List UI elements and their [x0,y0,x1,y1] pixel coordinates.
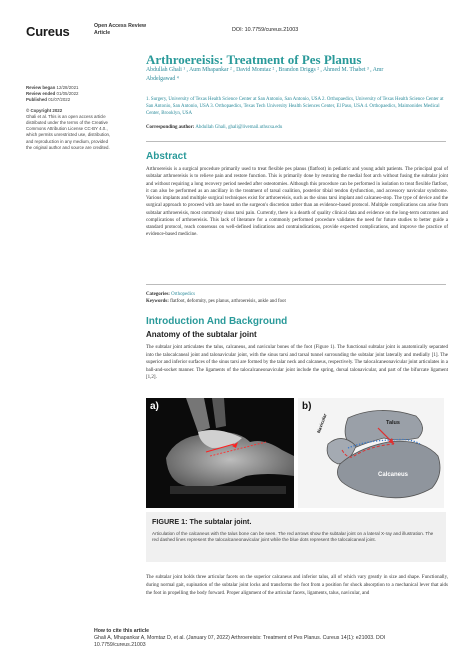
xray-panel [146,398,294,508]
corresponding-author: Corresponding author: Abdullah Ghali, ghali@livemail.uthscsa.edu [146,125,283,130]
license-line: which permits unrestricted use, distribution, [26,132,111,138]
copyright: © Copyright 2022 [26,107,63,113]
doi-header[interactable]: DOI: 10.7759/cureus.21003 [232,27,299,33]
authors-line[interactable]: Abdelgawad ⁴ [146,76,179,82]
talus-label: Talus [386,420,400,426]
article-type-label: Open Access Review [94,23,146,29]
navicular-label: Navicular [316,412,328,434]
article-type [94,23,146,37]
publication-sidebar [26,85,138,151]
divider [146,284,446,285]
categories-block: Categories: Orthopedics Keywords: flatfoot, deformity, pes planus, arthroereisis, ankle and foot [146,292,286,304]
journal-logo: Cureus [26,24,70,39]
caption-text: Articulation of the calcaneus with the talus bone can be seen. The red arrows show the subtalar joint on a lateral X-ray and illustration. The red dashed lines represent the talocalcaneonavicular joint while the blue dots represent the talocalcaneal joint. [152,531,434,543]
subtalar-subheading: Anatomy of the subtalar joint [146,330,257,339]
review-ended: Review ended 01/05/2022 [26,91,79,97]
abstract-heading: Abstract [146,151,187,162]
article-title: Arthroereisis: Treatment of Pes Planus [146,52,362,67]
xray-image [146,398,294,508]
citation-label: How to cite this article [94,628,150,634]
article-label: Article [94,30,111,36]
caption-title: FIGURE 1: The subtalar joint. [152,517,252,526]
license-line: distributed under the terms of the Creative [26,120,109,126]
body-text: The subtalar joint holds three articular facets on the superior calcaneus and inferior talus, all of which vary greatly in size and shape. Functionally, during normal gait, supination of the subtalar joint locks and transforms the foot from a position for shock absorption to a mechanical lever that aids the foot in propelling the body forward. Proper alignment of the articular facets, ligaments, talus, navicular, and [146,575,448,596]
figure-caption [146,512,446,562]
author-list [146,66,446,84]
license-line: and reproduction in any medium, provided [26,138,109,144]
illustration-panel [298,398,444,508]
abstract-text: Arthroereisis is a surgical procedure primarily used to treat flexible pes planus (flatfoot) in pediatric and young adult patients. The principal goal of subtalar arthroereisis is to relieve pain and restore function. This is primarily done by restoring the medial foot arch without fusing the subtalar joint and without requiring a long recovery period needed after osteotomies. Although this procedure can be performed in isolation to treat flexible flatfoot, it can also be performed as an ancillary in the treatment of tarsal coalition, posterior tibial tendon dysfunction, and accessory navicular syndrome. Various implants and multiple surgical techniques exist for arthroereisis, such as the sinus tarsi implant and calcaneo-stop. The type of device and the surgical approach to proceed with are based on the surgeon's discretion rather than an evidence-based protocol. Multiple complications can arise from subtalar arthroereisis, most commonly sinus tarsi pain. Currently, there is a dearth of quality clinical data and evidence on the long-term outcomes and complications of arthroereisis. This lack of literature for a commonly performed procedure validates the need for future studies to better guide a standard protocol, reach consensus on well-defined indications and contraindications, provide expected complications, and improve the practice of evidence-based medicine. [146,167,448,238]
affiliations: 1. Surgery, University of Texas Health Science Center at San Antonio, San Antonio, USA 2. Orthopaedics, University of Texas Health Science Center at San Antonio, San Antonio, USA 3. Orthopaedics, Texas Tech University Health Sciences Center, El Paso, USA 4. Orthopaedics, Maimonides Medical Center, Brooklyn, USA [146,97,444,116]
authors-line[interactable]: Abdullah Ghali ¹ , Aum Mhapankar ² , David Momtaz ² , Brandon Driggs ² , Ahmed M. Thabet ³ , Amr [146,67,384,73]
keywords: flatfoot, deformity, pes planus, arthroereisis, ankle and foot [170,299,286,304]
panel-b-label: b) [302,401,312,412]
foot-illustration [298,398,444,508]
citation-footer [94,628,434,649]
divider [146,141,446,142]
figure-1 [146,398,444,508]
license-line: the original author and source are credited. [26,144,110,150]
intro-text: The subtalar joint articulates the talus, calcaneus, and navicular bones of the foot (Figure 1). The functional subtalar joint is anatomically separated into the talocalcaneal joint and talonavicular joint, with the sinus tarsi and tarsal tunnel surrounding the subtalar joint laterally and medially [1]. The superior and inferior surfaces of the sinus tarsi are formed by the talar neck and calcaneus, respectively. The talocalcaneonavicular joint articulates in a ball-and-socket manner. The ligaments of the talocalcaneonavicular joint include the spring, dorsal talonavicular, and part of the bifurcate ligament [1,2]. [146,345,448,381]
calcaneus-label: Calcaneus [378,472,409,478]
license-line: Ghali et al. This is an open access article [26,113,106,119]
published-date: Published 01/07/2022 [26,97,71,103]
panel-a-label: a) [150,401,159,412]
intro-heading: Introduction And Background [146,316,288,327]
review-began: Review began 12/28/2021 [26,85,79,90]
license-line: Commons Attribution License CC-BY 4.0., [26,126,108,132]
corresponding-email[interactable]: Abdullah Ghali, ghali@livemail.uthscsa.edu [195,125,283,130]
citation-text: Ghali A, Mhapankar A, Momtaz D, et al. (January 07, 2022) Arthroereisis: Treatment of Pes Planus. Cureus 14(1): e21003. DOI 10.7759/cureus.21003 [94,635,386,648]
category-link[interactable]: Orthopedics [171,292,196,297]
